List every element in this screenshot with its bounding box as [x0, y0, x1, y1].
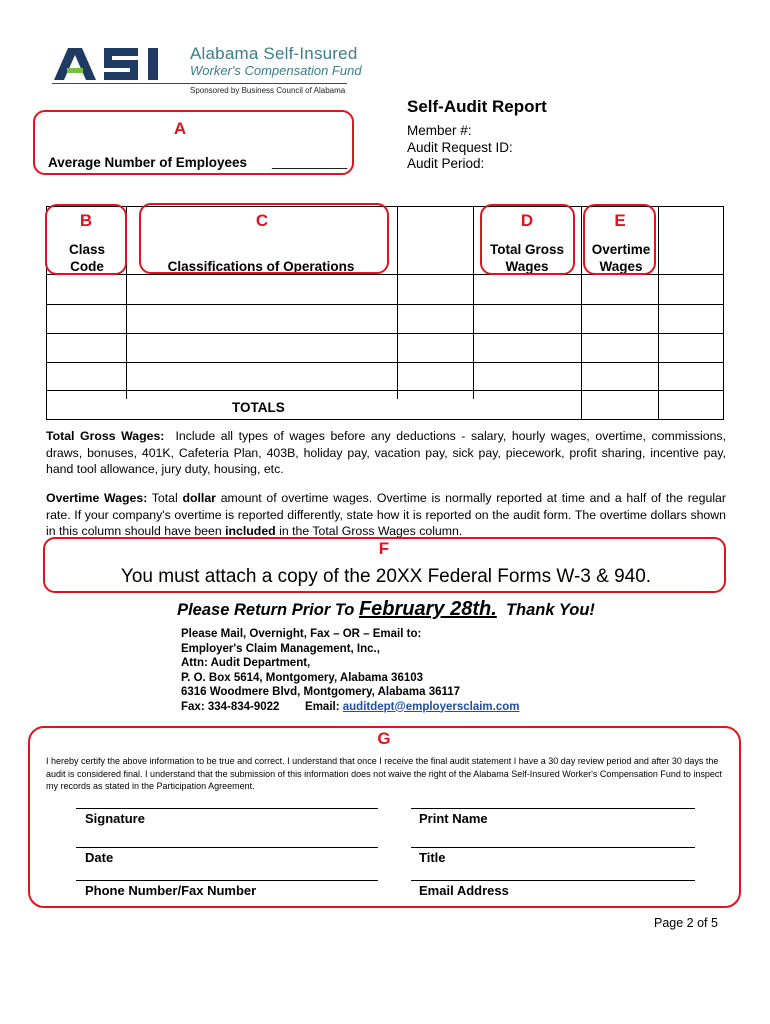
phone-fax-line[interactable]: [76, 880, 378, 881]
callout-f-letter: F: [378, 539, 390, 558]
audit-period-field[interactable]: Audit Period:: [407, 156, 485, 171]
logo-divider: [52, 83, 347, 84]
date-label: Date: [85, 850, 114, 865]
attach-forms-notice: You must attach a copy of the 20XX Federal Forms W-3 & 940.: [120, 566, 652, 587]
print-name-line[interactable]: [411, 808, 695, 809]
callout-g-letter: G: [377, 729, 391, 748]
callout-c-letter: C: [255, 211, 269, 230]
member-number-field[interactable]: Member #:: [407, 123, 472, 138]
callout-e-letter: E: [614, 211, 626, 230]
title-line[interactable]: [411, 847, 695, 848]
col-overtime-wages-header: Overtime Wages: [591, 242, 651, 274]
logo-subtitle: Worker's Compensation Fund: [190, 63, 362, 78]
email-link[interactable]: auditdept@employersclaim.com: [342, 700, 520, 713]
mailing-instructions: Please Mail, Overnight, Fax – OR – Email to: Employer's Claim Management, Inc., Attn: Audit Department, P. O. Box 5614, Montgomery, Alabama 36103 6316 Woodmere Blvd, Montgomery, Alabama 36117 Fax: 334-834-9022 Email: auditdept@employersclaim.com: [181, 628, 520, 713]
logo-sponsor: Sponsored by Business Council of Alabama: [190, 86, 346, 95]
print-name-label: Print Name: [419, 811, 488, 826]
logo-title: Alabama Self-Insured: [190, 44, 358, 63]
title-label: Title: [419, 850, 446, 865]
col-gross-wages-header: Total Gross Wages: [489, 242, 564, 274]
col-classifications-header: Classifications of Operations: [167, 259, 355, 274]
certification-text: I hereby certify the above information to be true and correct. I understand that once I receive the final audit statement I have a 30 day review period and after 30 days the audit is considered final. I understand that the submission of this information does not waive the right of the Alabama Self-Insured Worker's Compensation Fund to inspect my records as stated in the Participation Agreement.: [46, 756, 722, 791]
gross-wages-description: Total Gross Wages: Include all types of wages before any deductions - salary, hourly wages, overtime, commissions, draws, bonuses, 401K, Cafeteria Plan, 403B, holiday pay, vacation pay, sick pay, piecework, profit sharing, incentive pay, hand tool allowance, jury duty, housing, etc.: [46, 429, 726, 476]
report-title: Self-Audit Report: [407, 97, 547, 116]
callout-a-letter: A: [173, 119, 187, 138]
signature-line[interactable]: [76, 808, 378, 809]
signature-label: Signature: [85, 811, 145, 826]
totals-label: TOTALS: [232, 400, 285, 415]
email-address-line[interactable]: [411, 880, 695, 881]
avg-employees-label: Average Number of Employees: [48, 155, 248, 170]
overtime-wages-description: Overtime Wages: Total dollar amount of overtime wages. Overtime is normally reported at time and a half of the regular rate. If your company's overtime is reported differently, state how it is reported on the audit form. The overtime dollars shown in this column should have been included in the Total Gross Wages column.: [46, 491, 726, 538]
callout-b-letter: B: [79, 211, 93, 230]
return-deadline: Please Return Prior To February 28th. Thank You!: [177, 598, 595, 620]
callout-d-letter: D: [520, 211, 534, 230]
avg-employees-input[interactable]: __________: [272, 154, 348, 169]
asi-logo-mark: [52, 42, 180, 82]
phone-fax-label: Phone Number/Fax Number: [85, 883, 257, 898]
date-line[interactable]: [76, 847, 378, 848]
audit-request-id-field[interactable]: Audit Request ID:: [407, 140, 513, 155]
col-class-code-header: Class Code: [68, 242, 106, 274]
email-address-label: Email Address: [419, 883, 509, 898]
page-number: Page 2 of 5: [654, 916, 718, 930]
